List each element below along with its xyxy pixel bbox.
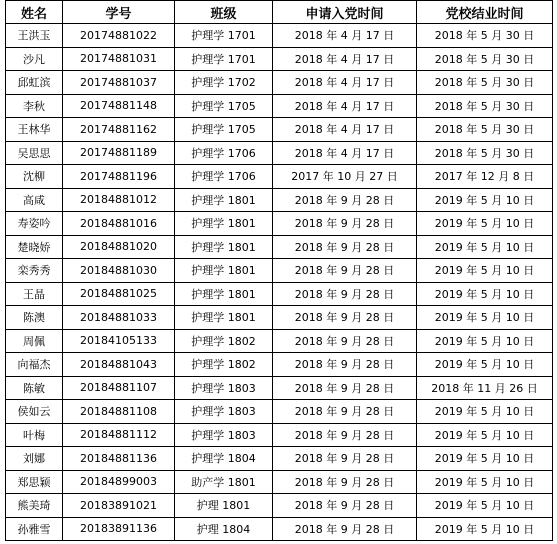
cell-class: 护理 1804 [175,517,273,541]
cell-class: 护理学 1801 [175,212,273,236]
cell-completion-date: 2019 年 5 月 10 日 [417,282,553,306]
cell-class: 护理学 1802 [175,329,273,353]
cell-name: 王林华 [6,118,63,142]
cell-class: 护理学 1701 [175,47,273,71]
cell-application-date: 2018 年 9 月 28 日 [273,400,417,424]
cell-completion-date: 2019 年 5 月 10 日 [417,212,553,236]
cell-student-id: 20174881162 [63,118,175,142]
table-row [6,24,553,48]
table-row [6,47,553,71]
cell-student-id: 20184881020 [63,235,175,259]
table-row [6,71,553,95]
cell-application-date: 2018 年 9 月 28 日 [273,329,417,353]
cell-class: 护理学 1706 [175,165,273,189]
cell-class: 护理学 1702 [175,71,273,95]
cell-application-date: 2018 年 9 月 28 日 [273,235,417,259]
cell-student-id: 20184899003 [63,470,175,494]
header-student-id: 学号 [63,1,175,24]
cell-class: 护理学 1701 [175,24,273,48]
table-row [6,188,553,212]
cell-completion-date: 2018 年 5 月 30 日 [417,94,553,118]
table-row [6,306,553,330]
cell-name: 王晶 [6,282,63,306]
cell-student-id: 20174881148 [63,94,175,118]
cell-application-date: 2018 年 9 月 28 日 [273,353,417,377]
table-body [6,24,553,541]
cell-name: 王洪玉 [6,24,63,48]
cell-name: 叶梅 [6,423,63,447]
table-row [6,141,553,165]
cell-application-date: 2018 年 4 月 17 日 [273,118,417,142]
member-records-table [5,0,553,541]
table-row [6,400,553,424]
cell-name: 陈澳 [6,306,63,330]
cell-application-date: 2018 年 9 月 28 日 [273,423,417,447]
cell-name: 陈敏 [6,376,63,400]
cell-completion-date: 2019 年 5 月 10 日 [417,517,553,541]
cell-student-id: 20174881031 [63,47,175,71]
cell-completion-date: 2019 年 5 月 10 日 [417,494,553,518]
table-row [6,470,553,494]
cell-name: 高咸 [6,188,63,212]
cell-name: 周佩 [6,329,63,353]
cell-completion-date: 2018 年 5 月 30 日 [417,118,553,142]
cell-name: 寿姿吟 [6,212,63,236]
cell-application-date: 2018 年 9 月 28 日 [273,494,417,518]
cell-completion-date: 2019 年 5 月 10 日 [417,400,553,424]
cell-application-date: 2018 年 4 月 17 日 [273,47,417,71]
table-row [6,165,553,189]
cell-student-id: 20184105133 [63,329,175,353]
cell-application-date: 2018 年 9 月 28 日 [273,188,417,212]
cell-class: 护理学 1705 [175,118,273,142]
cell-class: 护理学 1801 [175,235,273,259]
cell-student-id: 20184881025 [63,282,175,306]
cell-student-id: 20184881030 [63,259,175,283]
table-row [6,517,553,541]
cell-application-date: 2018 年 9 月 28 日 [273,470,417,494]
cell-class: 护理学 1801 [175,282,273,306]
cell-name: 楚晓娇 [6,235,63,259]
cell-class: 助产学 1801 [175,470,273,494]
cell-completion-date: 2019 年 5 月 10 日 [417,470,553,494]
table-row [6,282,553,306]
cell-name: 熊美琦 [6,494,63,518]
cell-class: 护理学 1801 [175,259,273,283]
table-row [6,94,553,118]
cell-completion-date: 2019 年 5 月 10 日 [417,353,553,377]
cell-application-date: 2018 年 9 月 28 日 [273,376,417,400]
table-row [6,235,553,259]
cell-name: 孙雅雪 [6,517,63,541]
cell-application-date: 2017 年 10 月 27 日 [273,165,417,189]
cell-application-date: 2018 年 9 月 28 日 [273,306,417,330]
cell-student-id: 20174881037 [63,71,175,95]
cell-name: 李秋 [6,94,63,118]
table-row [6,376,553,400]
cell-completion-date: 2019 年 5 月 10 日 [417,329,553,353]
cell-student-id: 20184881016 [63,212,175,236]
cell-student-id: 20174881196 [63,165,175,189]
cell-class: 护理学 1804 [175,447,273,471]
table-row [6,212,553,236]
cell-application-date: 2018 年 9 月 28 日 [273,447,417,471]
header-class: 班级 [175,1,273,24]
header-name: 姓名 [6,1,63,24]
cell-student-id: 20184881012 [63,188,175,212]
header-party-school-completion-date: 党校结业时间 [417,1,553,24]
cell-completion-date: 2018 年 5 月 30 日 [417,141,553,165]
cell-application-date: 2018 年 9 月 28 日 [273,259,417,283]
table-row [6,118,553,142]
cell-name: 沙凡 [6,47,63,71]
cell-application-date: 2018 年 4 月 17 日 [273,94,417,118]
cell-class: 护理学 1803 [175,400,273,424]
cell-completion-date: 2019 年 5 月 10 日 [417,447,553,471]
cell-student-id: 20183891021 [63,494,175,518]
table-header [6,1,553,24]
cell-completion-date: 2017 年 12 月 8 日 [417,165,553,189]
cell-name: 侯如云 [6,400,63,424]
cell-name: 刘娜 [6,447,63,471]
header-row [6,1,553,24]
cell-class: 护理学 1801 [175,188,273,212]
cell-student-id: 20184881108 [63,400,175,424]
cell-student-id: 20184881107 [63,376,175,400]
cell-completion-date: 2018 年 5 月 30 日 [417,47,553,71]
table-row [6,329,553,353]
cell-application-date: 2018 年 4 月 17 日 [273,71,417,95]
cell-student-id: 20184881136 [63,447,175,471]
cell-name: 沈柳 [6,165,63,189]
cell-completion-date: 2018 年 11 月 26 日 [417,376,553,400]
cell-completion-date: 2018 年 5 月 30 日 [417,24,553,48]
cell-student-id: 20174881022 [63,24,175,48]
cell-name: 邱虹滨 [6,71,63,95]
cell-student-id: 20183891136 [63,517,175,541]
cell-application-date: 2018 年 4 月 17 日 [273,141,417,165]
cell-completion-date: 2019 年 5 月 10 日 [417,423,553,447]
cell-class: 护理学 1803 [175,423,273,447]
cell-name: 郑思颖 [6,470,63,494]
cell-completion-date: 2019 年 5 月 10 日 [417,306,553,330]
table-row [6,494,553,518]
cell-completion-date: 2019 年 5 月 10 日 [417,188,553,212]
cell-class: 护理学 1802 [175,353,273,377]
cell-student-id: 20184881043 [63,353,175,377]
table-row [6,353,553,377]
cell-class: 护理学 1706 [175,141,273,165]
cell-name: 向福杰 [6,353,63,377]
cell-completion-date: 2019 年 5 月 10 日 [417,259,553,283]
cell-completion-date: 2018 年 5 月 30 日 [417,71,553,95]
cell-class: 护理学 1803 [175,376,273,400]
table-row [6,259,553,283]
table-row [6,447,553,471]
cell-application-date: 2018 年 9 月 28 日 [273,517,417,541]
cell-name: 栾秀秀 [6,259,63,283]
cell-application-date: 2018 年 4 月 17 日 [273,24,417,48]
cell-student-id: 20184881112 [63,423,175,447]
header-application-date: 申请入党时间 [273,1,417,24]
cell-student-id: 20174881189 [63,141,175,165]
cell-application-date: 2018 年 9 月 28 日 [273,212,417,236]
cell-class: 护理 1801 [175,494,273,518]
cell-completion-date: 2019 年 5 月 10 日 [417,235,553,259]
cell-name: 吴思思 [6,141,63,165]
cell-class: 护理学 1705 [175,94,273,118]
cell-student-id: 20184881033 [63,306,175,330]
table-row [6,423,553,447]
cell-class: 护理学 1801 [175,306,273,330]
cell-application-date: 2018 年 9 月 28 日 [273,282,417,306]
